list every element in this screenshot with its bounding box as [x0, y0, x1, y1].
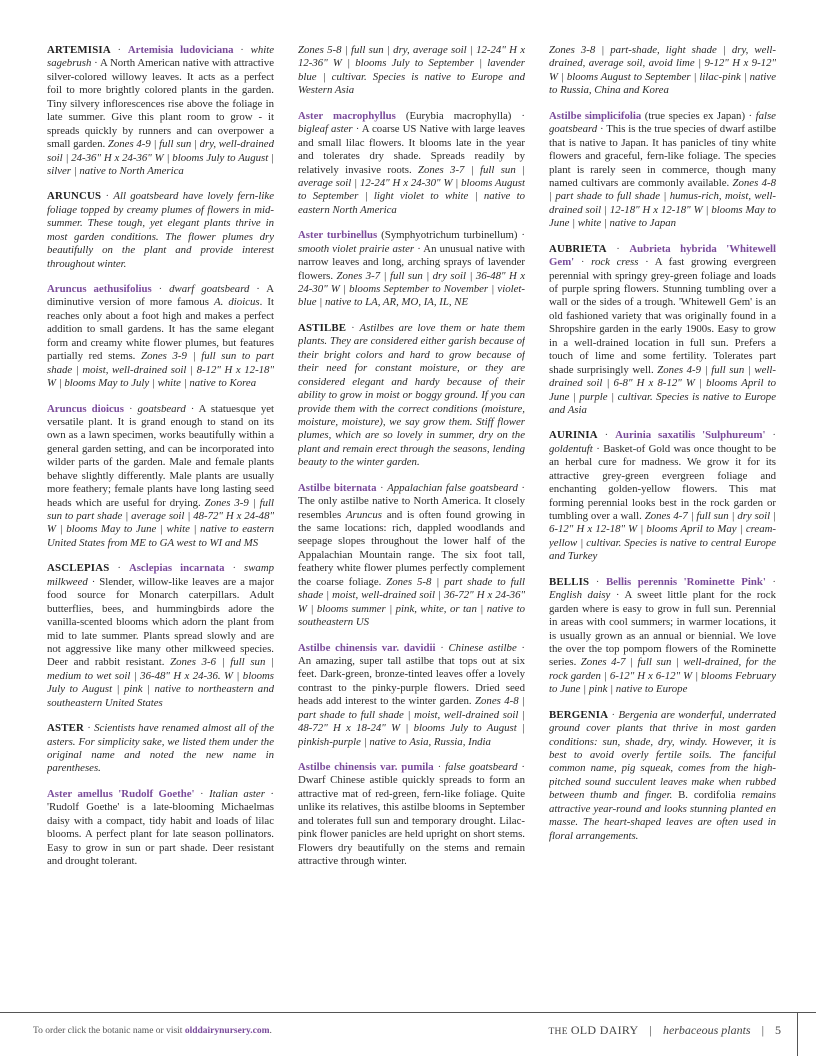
- entry-italic-text: Bergenia are wonderful, underrated ground cover plants that thrive in most garden conditions: sun, shade, dry, windy. However, it is best to avoid overly fertile soils. The fanciful common name, pig squeak, comes from the high-pitched sound succulent leaves make when rubbed between thumb and finger.: [549, 708, 776, 802]
- separator: ·: [123, 402, 138, 415]
- genus-name: BELLIS: [549, 575, 590, 588]
- section-title: herbaceous plants: [662, 1023, 751, 1037]
- botanic-name-link[interactable]: Aruncus dioicus: [47, 402, 124, 415]
- separator: ·: [765, 429, 776, 442]
- separator: ·: [224, 562, 245, 575]
- entry-italic-text: A. dioicus: [214, 296, 260, 309]
- entry-text: (true species ex Japan) ·: [641, 109, 756, 122]
- column-3: [549, 44, 776, 999]
- genus-name: ASCLEPIAS: [47, 562, 110, 575]
- genus-name: ARUNCUS: [47, 190, 102, 203]
- separator: ·: [608, 708, 619, 721]
- plant-entry: [47, 283, 274, 391]
- entry-italic-text: dwarf goatsbeard: [169, 283, 250, 295]
- separator: ·: [435, 641, 449, 654]
- entry-italic-text: goldentuft: [549, 442, 593, 455]
- entry-text: · 'Rudolf Goethe' is a late-blooming Michaelmas daisy with a compact, tidy habit and loads of lilac blooms. A perfect plant for late season pollinators. Easy to grow in sun or part shade. Deer resistant and drought tolerant.: [47, 787, 274, 868]
- botanic-name-link[interactable]: Aurinia saxatilis 'Sulphureum': [615, 429, 766, 442]
- plant-entry: [549, 243, 776, 418]
- plant-entry: [298, 110, 525, 218]
- plant-entry: [47, 44, 274, 178]
- column-2: [298, 44, 525, 999]
- entry-italic-text: Zones 5-8 | part shade to full shade | moist, well-drained soil | 36-72" H x 24-36" W | blooms summer | pink, white, or tan | native to southeastern US: [298, 575, 525, 629]
- botanic-name-link[interactable]: Artemisia ludoviciana: [127, 44, 234, 56]
- botanic-name-link[interactable]: Astilbe simplicifolia: [549, 109, 642, 122]
- entry-italic-text: Zones 5-8 | full sun | dry, average soil | 12-24" H x 12-36" W | blooms July to September | lavender blue | cultivar. Species is native to Europe and Western Asia: [298, 44, 525, 97]
- plant-entry: [549, 709, 776, 843]
- brand-name: OLD DAIRY: [570, 1023, 639, 1037]
- entry-text: · Dwarf Chinese astible quickly spreads to form an attractive mat of red-green, fern-like foliage. Quite unlike its relatives, this astilbe blooms in September and tolerates full sun and temporary drought. Lilac-pink flower panicles are held upright on short stems. Flowers dry beautifully on the stems and remain attractive through winter.: [298, 761, 525, 868]
- plant-entry: [47, 788, 274, 869]
- separator: ·: [765, 575, 776, 588]
- separator: ·: [110, 44, 128, 56]
- order-text: To order click the botanic name or visit: [33, 1026, 185, 1036]
- genus-name: AUBRIETA: [549, 242, 607, 255]
- separator: ·: [346, 321, 360, 334]
- entry-italic-text: false goatsbeard: [549, 109, 776, 136]
- separator: ·: [574, 256, 592, 269]
- footer-divider: |: [761, 1023, 764, 1037]
- entry-text: · A statuesque yet versatile plant. It is grand enough to stand on its own as a lawn specimen, works beautifully within a general garden setting, and can be incorporated into wilder parts of the garden. Male and female plants behave slightly differently. Male plants are usually more feathery; female plants have long lasting seed heads which are useful for drying.: [47, 402, 274, 509]
- botanic-name-link[interactable]: Aster amellus 'Rudolf Goethe': [47, 787, 195, 800]
- column-1: [47, 44, 274, 999]
- page-number: 5: [775, 1023, 781, 1037]
- separator: ·: [151, 283, 170, 295]
- entry-italic-text: Astilbes are love them or hate them plants. They are considered either garish because of their bright colors and hard to grow because of their need for constant moisture, or they are considered elegant and hardy because of their ability to grow in moist or boggy ground. If you can provide them with the correct conditions (moisture, moisture, moisture), we say grow them. Stiff flower plumes, which are so lovely in summer, dry on the plant and remain erect through the seasons, lending beauty to the winter garden.: [298, 321, 525, 469]
- separator: ·: [433, 761, 446, 773]
- entry-italic-text: Zones 4-8 | part shade to full shade | humus-rich, moist, well-drained soil | 12-18" H x 12-18" W | blooms May to June | white | native to Japan: [549, 176, 776, 230]
- botanic-name-link[interactable]: Astilbe biternata: [298, 481, 377, 494]
- entry-italic-text: Zones 4-7 | full sun | dry soil | 6-12" H x 12-18" W | blooms April to May | cream-yellow | cultivar. Species is native to central Europe and Turkey: [549, 510, 776, 563]
- entry-text: · An unusual native with narrow leaves and long, arching sprays of lavender flowers.: [298, 242, 525, 282]
- entry-text: · The only astilbe native to North America. It closely resembles: [298, 481, 525, 521]
- entry-italic-text: white sagebrush: [47, 44, 274, 70]
- entry-italic-text: All goatsbeard have lovely fern-like foliage topped by creamy plumes of flowers in mid-summer. These tough, yet elegant plants thrive in most garden conditions. The flower plumes dry beautifully on the plant and provide interest throughout winter.: [47, 190, 274, 270]
- entry-italic-text: Zones 4-9 | full sun | well-drained soil | 6-8" H x 8-12" W | blooms April to June | purple | cultivar. Species is native to Europe and Asia: [549, 363, 776, 416]
- entry-text: · A coarse US Native with large leaves and small lilac flowers. It blooms late in the year and tolerates dry shade. Spreads readily by relatively invasive roots.: [298, 123, 525, 176]
- order-end: .: [269, 1026, 272, 1036]
- entry-italic-text: rock cress: [591, 256, 639, 269]
- entry-italic-text: Appalachian false goatsbeard: [387, 481, 518, 494]
- entry-italic-text: Zones 3-6 | full sun | medium to wet soil | 36-48" H x 24-36. W | blooms July to August | pink | native to northeastern and southeastern United States: [47, 656, 274, 709]
- plant-entry: [298, 322, 525, 470]
- botanic-name-link[interactable]: Aruncus aethusifolius: [47, 283, 152, 295]
- entry-text: · An amazing, super tall astilbe that tops out at six feet. Dark-green, bronze-tinted leaves offer a lovely contrast to the pinky-purple flowers. Dried seed heads add interest to the winter garden.: [298, 641, 525, 708]
- entry-italic-text: remains attractive year-round and looks stunning planted en masse. The heart-shaped leaves are often used in floral arrangements.: [549, 789, 776, 842]
- plant-entry: [298, 482, 525, 630]
- footer-corner-rule: [797, 1012, 798, 1056]
- entry-text: · A North American native with attractive silver-colored willowy leaves. It acts as a perfect foil to more brightly colored plants in the garden. Tiny silvery inflorescences rise above the foliage in late summer. Give this plant room to grow - it spreads quickly by runners and can overpower a small garden.: [47, 57, 274, 151]
- footer-divider: |: [649, 1023, 652, 1037]
- botanic-name-link[interactable]: Aster macrophyllus: [298, 109, 396, 122]
- separator: ·: [84, 722, 95, 735]
- footer-rule: [0, 1012, 816, 1013]
- entry-italic-text: Zones 3-9 | full sun to part shade | moist, well-drained soil | 8-12" H x 12-18" W | blooms May to July | white | native to Korea: [47, 350, 274, 390]
- plant-entry: [549, 110, 776, 231]
- separator: ·: [233, 44, 251, 56]
- entry-italic-text: goatsbeard: [137, 402, 186, 415]
- plant-entry: [549, 44, 776, 98]
- entry-text: · A diminutive version of more famous: [47, 283, 274, 309]
- entry-text: B. cordifolia: [678, 789, 736, 802]
- plant-entry: [47, 403, 274, 551]
- plant-entry: [298, 229, 525, 310]
- entry-text: · A fast growing evergreen perennial with springy grey-green foliage and loads of purple spring flowers. Stunning tumbling over a wall or the sides of a trough. 'Whitewell Gem' is an old fashioned variety that was originally found in a Shropshire garden in the early 1900s. Easy to grow in a well-drained location in full sun. Prefers a touch of lime and some fertility. Tolerates part shade surprisingly well.: [549, 256, 776, 376]
- entry-italic-text: Zones 4-9 | full sun | dry, well-drained soil | 24-36" H x 24-36" W | blooms July to August | silver | native to North America: [47, 138, 274, 177]
- separator: ·: [109, 562, 129, 575]
- plant-entry: [549, 429, 776, 563]
- entry-text: (Eurybia macrophylla) ·: [395, 109, 525, 122]
- entry-italic-text: Zones 3-7 | full sun | average soil | 12-24" H x 24-30" W | blooms August to September | light violet to white | native to eastern North America: [298, 163, 525, 216]
- botanic-name-link[interactable]: Asclepias incarnata: [128, 562, 225, 575]
- botanic-name-link[interactable]: Aubrieta hybrida 'Whitewell Gem': [549, 242, 776, 269]
- entry-italic-text: English daisy: [549, 589, 611, 602]
- entry-text: · Slender, willow-like leaves are a major food source for Monarch caterpillars. Adult butterflies, bees, and hummingbirds adore the vanilla-scented blooms which adorn the plant from mid to late summer. Plants spread slowly and are not aggressive like many other milkweed species. Deer and rabbit resistant.: [47, 575, 274, 669]
- botanic-name-link[interactable]: Astilbe chinensis var. pumila: [298, 761, 434, 773]
- genus-name: ASTER: [47, 722, 85, 735]
- entry-italic-text: Aruncus: [345, 508, 382, 521]
- separator: ·: [606, 242, 630, 255]
- separator: ·: [194, 787, 210, 800]
- entry-italic-text: Zones 4-7 | full sun | well-drained, for the rock garden | 6-12" H x 6-12" W | blooms February to June | pink | native to Europe: [549, 656, 776, 696]
- entry-italic-text: bigleaf aster: [298, 123, 353, 136]
- separator: ·: [589, 575, 606, 588]
- plant-entry: [47, 190, 274, 271]
- brand-prefix: THE: [548, 1027, 568, 1037]
- botanic-name-link[interactable]: Bellis perennis 'Rominette Pink': [605, 575, 766, 588]
- botanic-name-link[interactable]: Aster turbinellus: [298, 229, 378, 242]
- entry-italic-text: swamp milkweed: [47, 562, 274, 588]
- botanic-name-link[interactable]: Astilbe chinensis var. davidii: [298, 641, 436, 654]
- entry-italic-text: Zones 4-8 | part shade to full shade | moist, well-drained soil | 48-72" H x 18-24" W | blooms July to August | pinkish-purple | native to Asia, Russia, India: [298, 695, 525, 748]
- website-link[interactable]: olddairynursery.com: [184, 1026, 270, 1036]
- entry-italic-text: Zones 3-9 | full sun to part shade | average soil | 48-72" H x 24-48" W | blooms May to June | white | native to eastern United States from ME to GA west to WI and MS: [47, 496, 274, 549]
- entry-italic-text: Scientists have renamed almost all of the asters. For simplicity sake, we listed them under the original name and noted the new name in parentheses.: [47, 722, 274, 775]
- entry-italic-text: smooth violet prairie aster: [298, 242, 415, 255]
- page-footer: [548, 1023, 781, 1038]
- entry-italic-text: Zones 3-8 | part-shade, light shade | dry, well-drained, average soil, avoid lime | 9-12" H x 9-12" W | blooms August to September | lilac-pink | native to Russia, China and Korea: [549, 44, 776, 97]
- genus-name: ASTILBE: [298, 321, 347, 334]
- entry-text: · Basket-of Gold was once thought to be an herbal cure for madness. We grow it for its attractive grey-green evergreen foliage and enchanting golden-yellow flowers. This mat forming perennial looks best in the rock garden or tumbling over a wall.: [549, 442, 776, 522]
- text-columns: [47, 44, 777, 999]
- entry-italic-text: Zones 3-7 | full sun | dry soil | 36-48" H x 24-30" W | blooms September to November | violet-blue | native to LA, AR, MO, IA, IL, NE: [298, 269, 525, 309]
- entry-italic-text: false goatsbeard: [445, 761, 518, 773]
- genus-name: AURINIA: [549, 429, 598, 442]
- plant-entry: [47, 562, 274, 710]
- plant-entry: [549, 576, 776, 697]
- separator: ·: [101, 190, 114, 203]
- entry-italic-text: Chinese astilbe: [448, 641, 517, 654]
- separator: ·: [376, 481, 388, 494]
- genus-name: BERGENIA: [549, 708, 609, 721]
- entry-text: and is often found growing in the same locations: rich, dappled woodlands and seepage slopes throughout the lower half of the Appalachian Mountain range. The six foot tall, feathery white flower plumes perfectly complement the coarse foliage.: [298, 508, 525, 588]
- entry-text: . It reaches only about a foot high and makes a perfect addition to small gardens. It has the same elegant form and creamy white flower plumes, but features partially red stems.: [47, 296, 274, 363]
- entry-text: · A sweet little plant for the rock garden where is easy to grow in full sun. Perennial in areas with cool summers; in warmer locations, it is usually grown as an annual or biennial. We love the over the top pompom flowers of the Rominette series.: [549, 589, 776, 669]
- separator: ·: [597, 429, 616, 442]
- entry-text: · This is the true species of dwarf astilbe that is native to Japan. It has panicles of tiny white flowers and graceful, fern-like foliage. The species plant is rarely seen in commerce, though many named cultivars are commonly available.: [549, 123, 776, 189]
- entry-text: (Symphyotrichum turbinellum) ·: [377, 229, 525, 242]
- plant-entry: [298, 761, 525, 869]
- order-note: [33, 1026, 272, 1036]
- plant-entry: [47, 722, 274, 776]
- plant-entry: [298, 44, 525, 98]
- genus-name: ARTEMISIA: [47, 44, 111, 56]
- entry-italic-text: Italian aster: [209, 787, 265, 800]
- plant-entry: [298, 642, 525, 750]
